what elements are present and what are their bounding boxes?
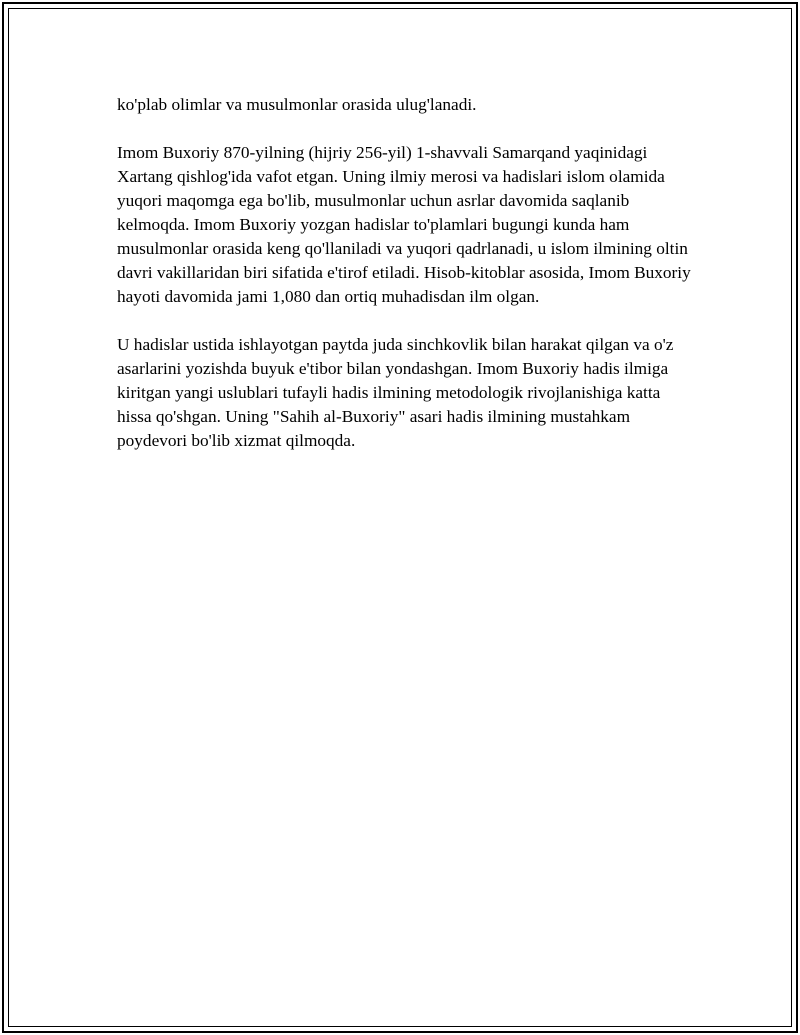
document-body — [117, 93, 692, 477]
paragraph-death-and-legacy: Imom Buxoriy 870-yilning (hijriy 256-yil) 1-shavvali Samarqand yaqinidagi Xartang qishlog'ida vafot etgan. Uning ilmiy merosi va hadislari islom olamida yuqori maqomga ega bo'lib, musulmonlar uchun asrlar davomida saqlanib kelmoqda. Imom Buxoriy yozgan hadislar to'plamlari bugungi kunda ham musulmonlar orasida keng qo'llaniladi va yuqori qadrlanadi, u islom ilmining oltin davri vakillaridan biri sifatida e'tirof etiladi. Hisob-kitoblar asosida, Imom Buxoriy hayoti davomida jami 1,080 dan ortiq muhadisdan ilm olgan. — [117, 143, 691, 306]
paragraph-methodology: U hadislar ustida ishlayotgan paytda juda sinchkovlik bilan harakat qilgan va o'z asarlarini yozishda buyuk e'tibor bilan yondashgan. Imom Buxoriy hadis ilmiga kiritgan yangi uslublari tufayli hadis ilmining metodologik rivojlanishiga katta hissa qo'shgan. Uning "Sahih al-Buxoriy" asari hadis ilmining mustahkam poydevori bo'lib xizmat qilmoqda. — [117, 335, 674, 450]
paragraph-continuation: ko'plab olimlar va musulmonlar orasida ulug'lanadi. — [117, 95, 477, 114]
